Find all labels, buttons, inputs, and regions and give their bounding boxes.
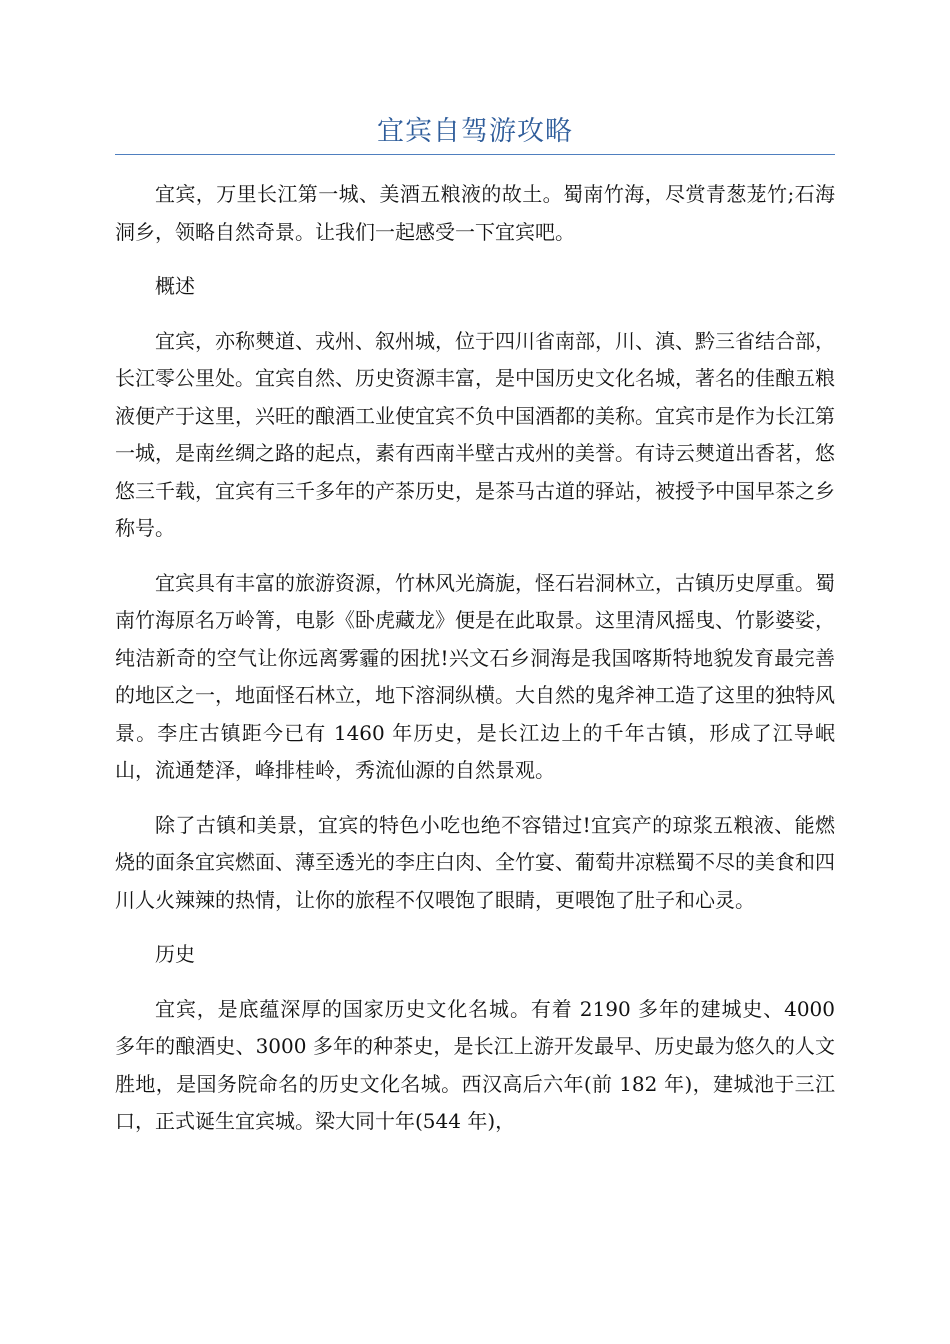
intro-paragraph: 宜宾，万里长江第一城、美酒五粮液的故土。蜀南竹海，尽赏青葱茏竹;石海洞乡，领略自然奇景。让我们一起感受一下宜宾吧。 [115,182,835,244]
overview-paragraph-3: 除了古镇和美景，宜宾的特色小吃也绝不容错过!宜宾产的琼浆五粮液、能燃烧的面条宜宾燃面、薄至透光的李庄白肉、全竹宴、葡萄井凉糕蜀不尽的美食和四川人火辣辣的热情，让你的旅程不仅喂饱了眼睛，更喂饱了肚子和心灵。 [115,812,835,912]
title-underline [115,154,835,155]
history-paragraph-1: 宜宾，是底蕴深厚的国家历史文化名城。有着 2190 多年的建城史、4000 多年的酿酒史、3000 多年的种茶史，是长江上游开发最早、历史最为悠久的人文胜地，是国务院命名的历史文化名城。西汉高后六年(前 182 年)，建城池于三江口，正式诞生宜宾城。梁大同十年(544 年)， [115,996,835,1133]
overview-paragraph-1: 宜宾，亦称僰道、戎州、叙州城，位于四川省南部，川、滇、黔三省结合部，长江零公里处。宜宾自然、历史资源丰富，是中国历史文化名城，著名的佳酿五粮液便产于这里，兴旺的酿酒工业使宜宾不负中国酒都的美称。宜宾市是作为长江第一城，是南丝绸之路的起点，素有西南半壁古戎州的美誉。有诗云僰道出香茗，悠悠三千载，宜宾有三千多年的产茶历史，是茶马古道的驿站，被授予中国早茶之乡称号。 [115,328,835,540]
document-body [115,176,835,1158]
section-heading-history: 历史 [155,942,195,966]
document-title: 宜宾自驾游攻略 [377,116,573,147]
overview-paragraph-2: 宜宾具有丰富的旅游资源，竹林风光旖旎，怪石岩洞林立，古镇历史厚重。蜀南竹海原名万岭箐，电影《卧虎藏龙》便是在此取景。这里清风摇曳、竹影婆娑，纯洁新奇的空气让你远离雾霾的困扰!兴文石乡洞海是我国喀斯特地貌发育最完善的地区之一，地面怪石林立，地下溶洞纵横。大自然的鬼斧神工造了这里的独特风景。李庄古镇距今已有 1460 年历史，是长江边上的千年古镇，形成了江导岷山，流通楚泽，峰排桂岭，秀流仙源的自然景观。 [115,570,835,782]
section-heading-overview: 概述 [155,274,195,298]
